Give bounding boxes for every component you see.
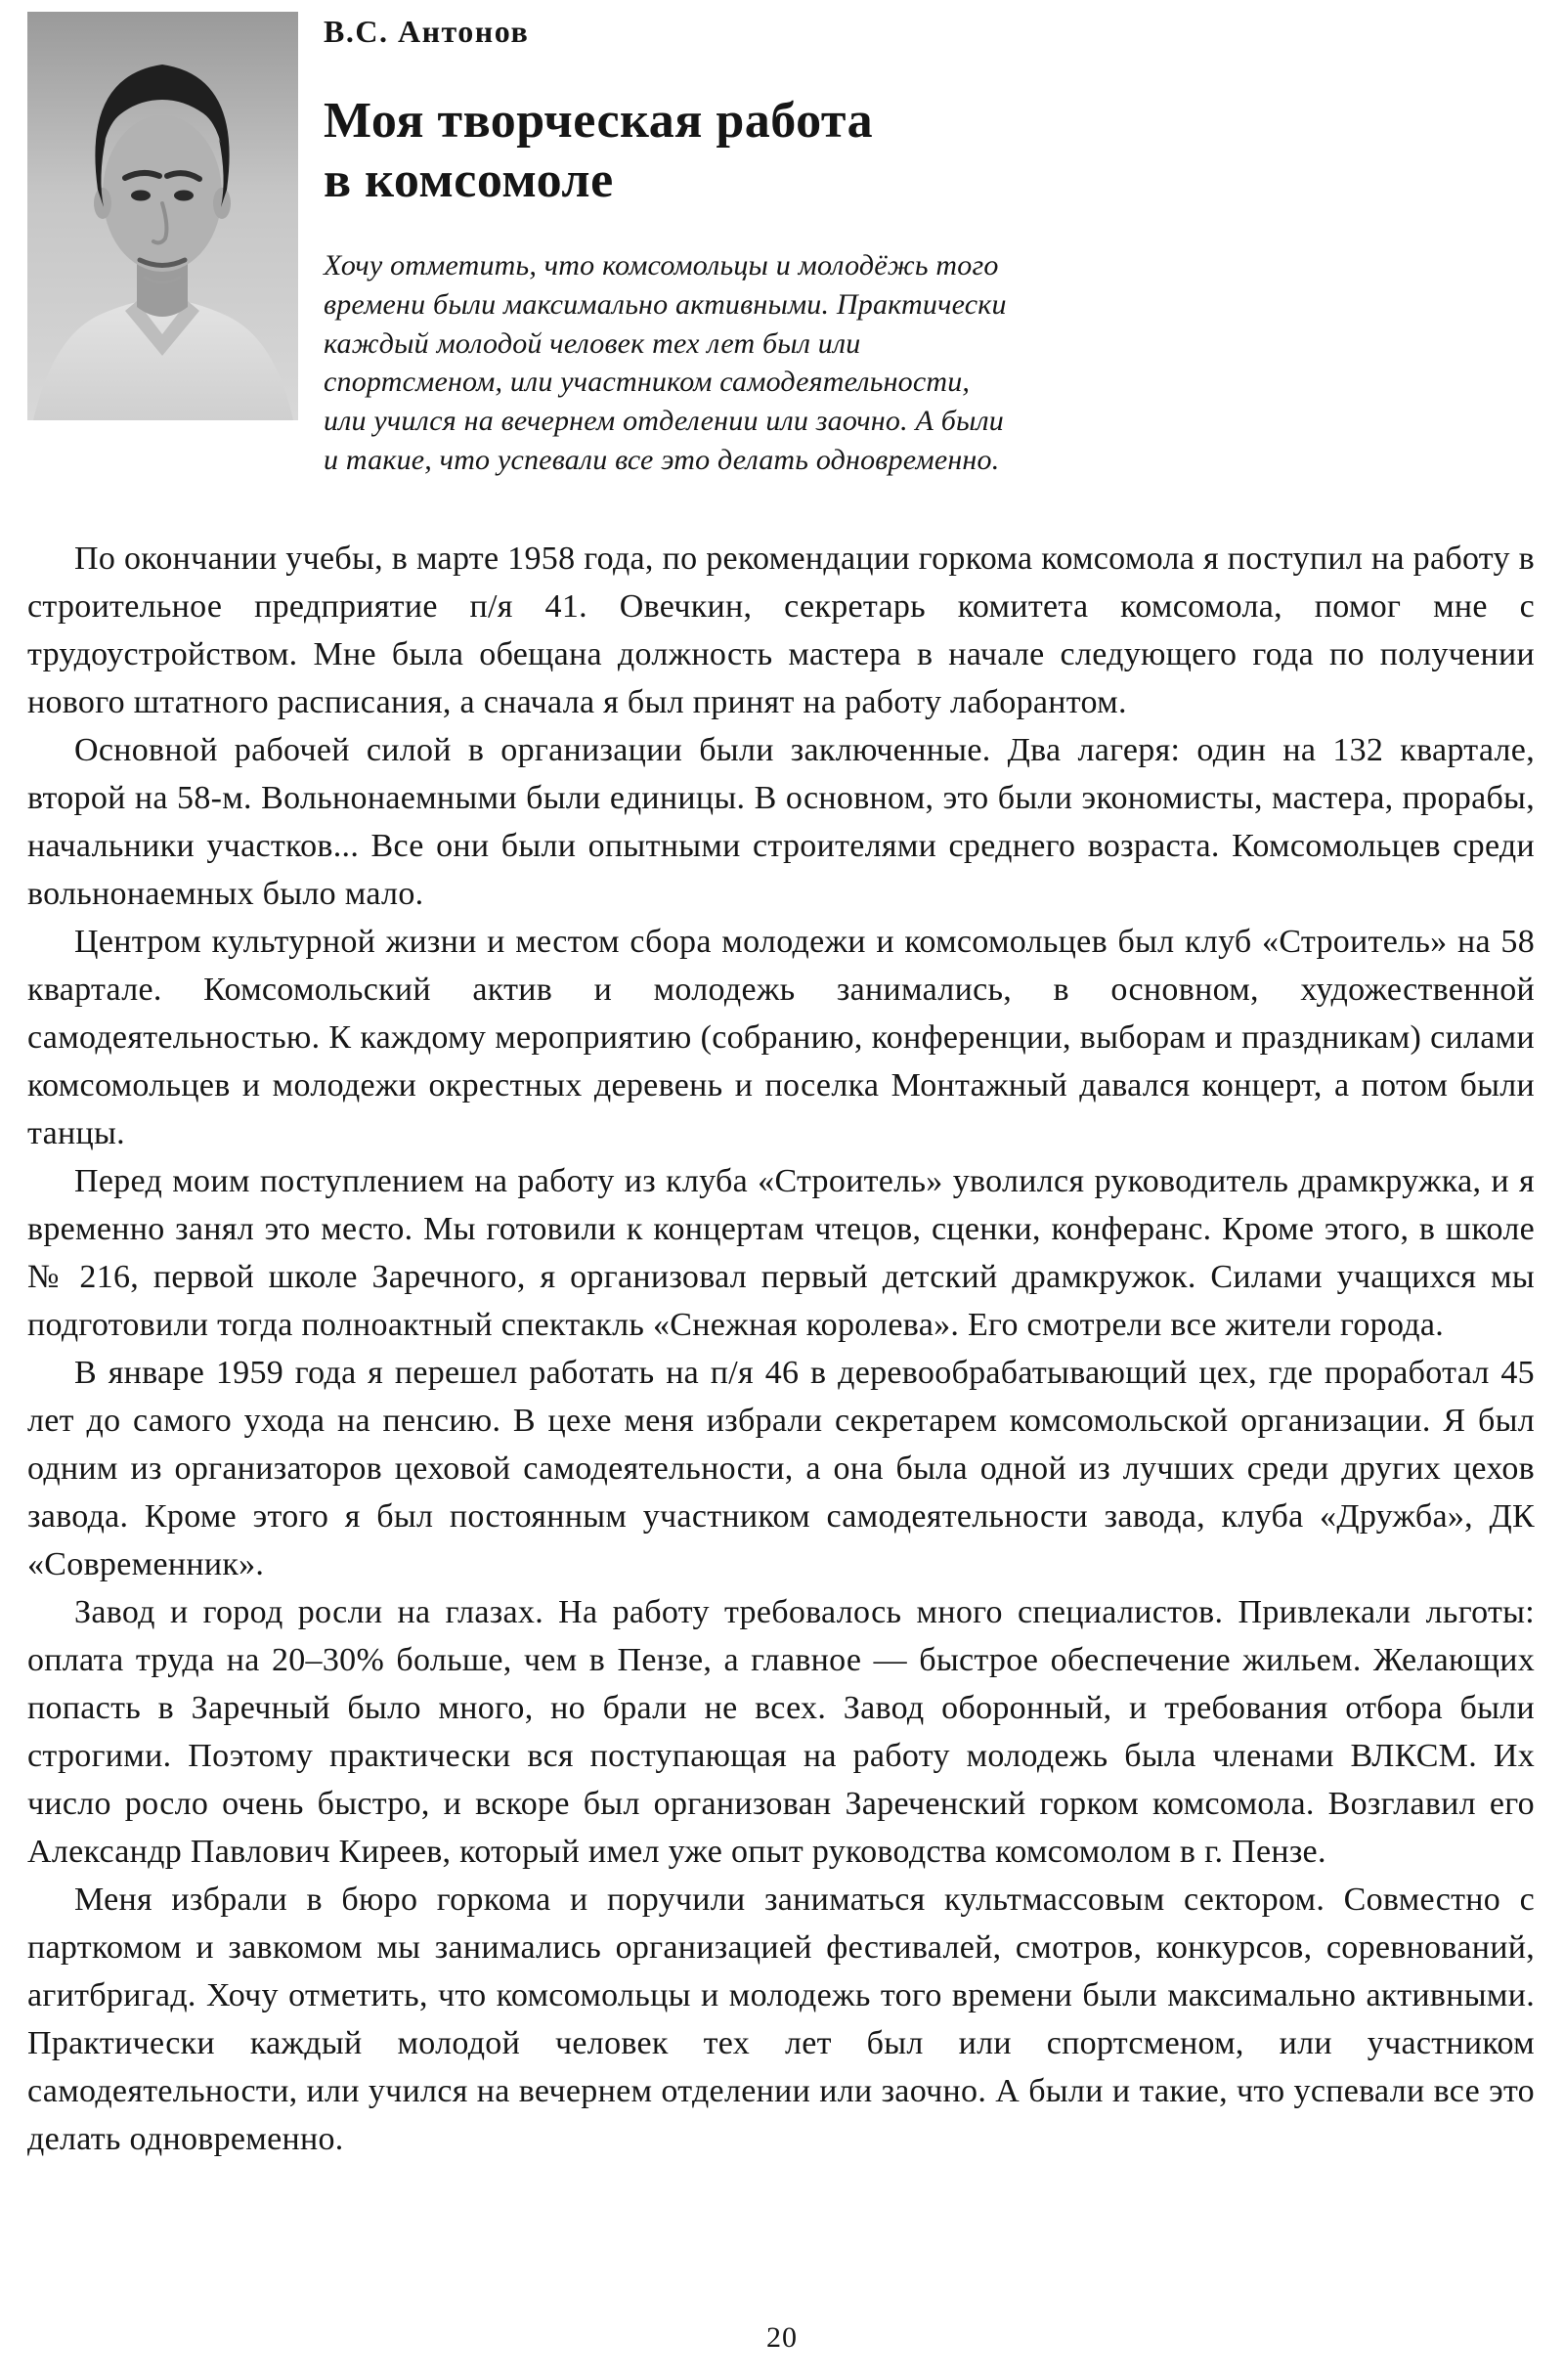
portrait-photo	[27, 12, 298, 420]
epigraph: Хочу отметить, что комсомольцы и молодёжь того времени были максимально активными. Практически каждый молодой человек тех лет был или спортсменом, или участником самодеятельности, или учился на вечернем отделении или заочно. А были и такие, что успевали все это делать одновременно.	[324, 248, 1007, 477]
paragraph: Завод и город росли на глазах. На работу требовалось много специалистов. Привлекали льготы: оплата труда на 20–30% больше, чем в Пензе, а главное — быстрое обеспечение жильем. Желающих попасть в Заречный было много, но брали не всех. Завод оборонный, и требования отбора были строгими. Поэтому практически вся поступающая на работу молодежь была членами ВЛКСМ. Их число росло очень быстро, и вскоре был организован Зареченский горком комсомола. Возглавил его Александр Павлович Киреев, который имел уже опыт руководства комсомолом в г. Пензе.	[27, 1594, 1535, 1871]
chapter-title-line-2: в комсомоле	[324, 152, 614, 209]
paragraph: В январе 1959 года я перешел работать на п/я 46 в деревообрабатывающий цех, где проработал 45 лет до самого ухода на пенсию. В цехе меня избрали секретарем комсомольской организации. Я был одним из организаторов цеховой самодеятельности, а она была одной из лучших среди других цехов завода. Кроме этого я был постоянным участником самодеятельности завода, клуба «Дружба», ДК «Современник».	[27, 1355, 1535, 1583]
chapter-title-line-1: Моя творческая работа	[324, 93, 874, 149]
paragraph: Центром культурной жизни и местом сбора молодежи и комсомольцев был клуб «Строитель» на 58 квартале. Комсомольский актив и молодежь занимались, в основном, художественной самодеятельностью. К каждому мероприятию (собранию, конференции, выборам и праздникам) силами комсомольцев и молодежи окрестных деревень и поселка Монтажный давался концерт, а потом были танцы.	[27, 924, 1535, 1152]
paragraph: Меня избрали в бюро горкома и поручили заниматься культмассовым сектором. Совместно с парткомом и завкомом мы занимались организацией фестивалей, смотров, конкурсов, соревнований, агитбригад. Хочу отметить, что комсомольцы и молодежь того времени были максимально активными. Практически каждый молодой человек тех лет был или спортсменом, или участником самодеятельности, или учился на вечернем отделении или заочно. А были и такие, что успевали все это делать одновременно.	[27, 1882, 1535, 2158]
page-number: 20	[766, 2321, 798, 2354]
paragraph: Перед моим поступлением на работу из клуба «Строитель» уволился руководитель драмкружка, и я временно занял это место. Мы готовили к концертам чтецов, сценки, конферанс. Кроме этого, в школе № 216, первой школе Заречного, я организовал первый детский драмкружок. Силами учащихся мы подготовили тогда полноактный спектакль «Снежная королева». Его смотрели все жители города.	[27, 1163, 1535, 1344]
chapter-header	[0, 0, 1564, 480]
paragraph: По окончании учебы, в марте 1958 года, по рекомендации горкома комсомола я поступил на работу в строительное предприятие п/я 41. Овечкин, секретарь комитета комсомола, помог мне с трудоустройством. Мне была обещана должность мастера в начале следующего года по получении нового штатного расписания, а сначала я был принят на работу лаборантом.	[27, 541, 1535, 721]
chapter-title	[324, 91, 1027, 211]
portrait-illustration	[27, 12, 298, 420]
header-text-block	[324, 12, 1027, 480]
body-text	[0, 535, 1564, 2163]
author-name: В.С. Антонов	[324, 14, 530, 49]
paragraph: Основной рабочей силой в организации были заключенные. Два лагеря: один на 132 квартале, второй на 58-м. Вольнонаемными были единицы. В основном, это были экономисты, мастера, прорабы, начальники участков... Все они были опытными строителями среднего возраста. Комсомольцев среди вольнонаемных было мало.	[27, 732, 1535, 913]
